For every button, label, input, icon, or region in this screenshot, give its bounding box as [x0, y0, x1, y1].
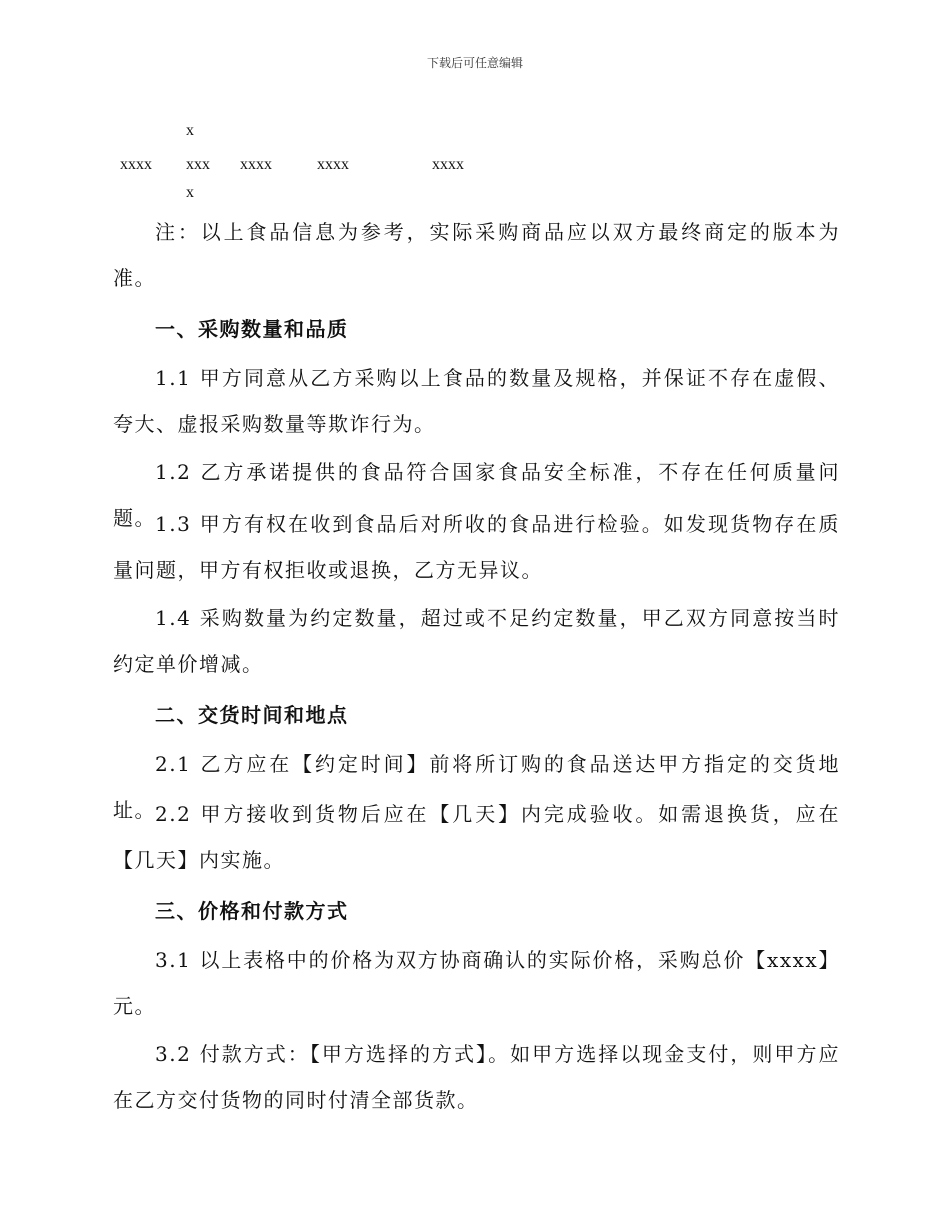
- note-paragraph: 注：以上食品信息为参考，实际采购商品应以双方最终商定的版本为准。: [113, 220, 840, 290]
- table-cell-col2-mid: xxx: [186, 156, 210, 173]
- table-cell-col3: xxxx: [240, 156, 272, 173]
- clause-3-2: 3.2 付款方式：【甲方选择的方式】。如甲方选择以现金支付，则甲方应在乙方交付货物的同时付清全部货款。: [113, 1042, 840, 1112]
- clause-2-2: 2.2 甲方接收到货物后应在【几天】内完成验收。如需退换货，应在【几天】内实施。: [113, 802, 840, 872]
- table-cell-col1: xxxx: [120, 156, 152, 173]
- section-heading-1: 一、采购数量和品质: [155, 317, 349, 341]
- table-cell-col4: xxxx: [317, 156, 349, 173]
- section-heading-3: 三、价格和付款方式: [155, 899, 349, 923]
- table-cell-col5: xxxx: [432, 156, 464, 173]
- clause-2-1: 2.1 乙方应在【约定时间】前将所订购的食品送达甲方指定的交货地址。: [113, 752, 840, 822]
- clause-1-1: 1.1 甲方同意从乙方采购以上食品的数量及规格，并保证不存在虚假、夸大、虚报采购数量等欺诈行为。: [113, 366, 840, 436]
- table-cell-col2-bot: x: [186, 184, 194, 201]
- page-header: 下载后可任意编辑: [426, 56, 523, 70]
- clause-3-1: 3.1 以上表格中的价格为双方协商确认的实际价格，采购总价【xxxx】元。: [113, 948, 840, 1018]
- clause-1-3: 1.3 甲方有权在收到食品后对所收的食品进行检验。如发现货物存在质量问题，甲方有权拒收或退换，乙方无异议。: [113, 512, 840, 582]
- clause-1-2: 1.2 乙方承诺提供的食品符合国家食品安全标准，不存在任何质量问题。: [113, 460, 840, 530]
- table-cell-col2-top: x: [186, 122, 194, 139]
- section-heading-2: 二、交货时间和地点: [155, 703, 349, 727]
- clause-1-4: 1.4 采购数量为约定数量，超过或不足约定数量，甲乙双方同意按当时约定单价增减。: [113, 606, 840, 676]
